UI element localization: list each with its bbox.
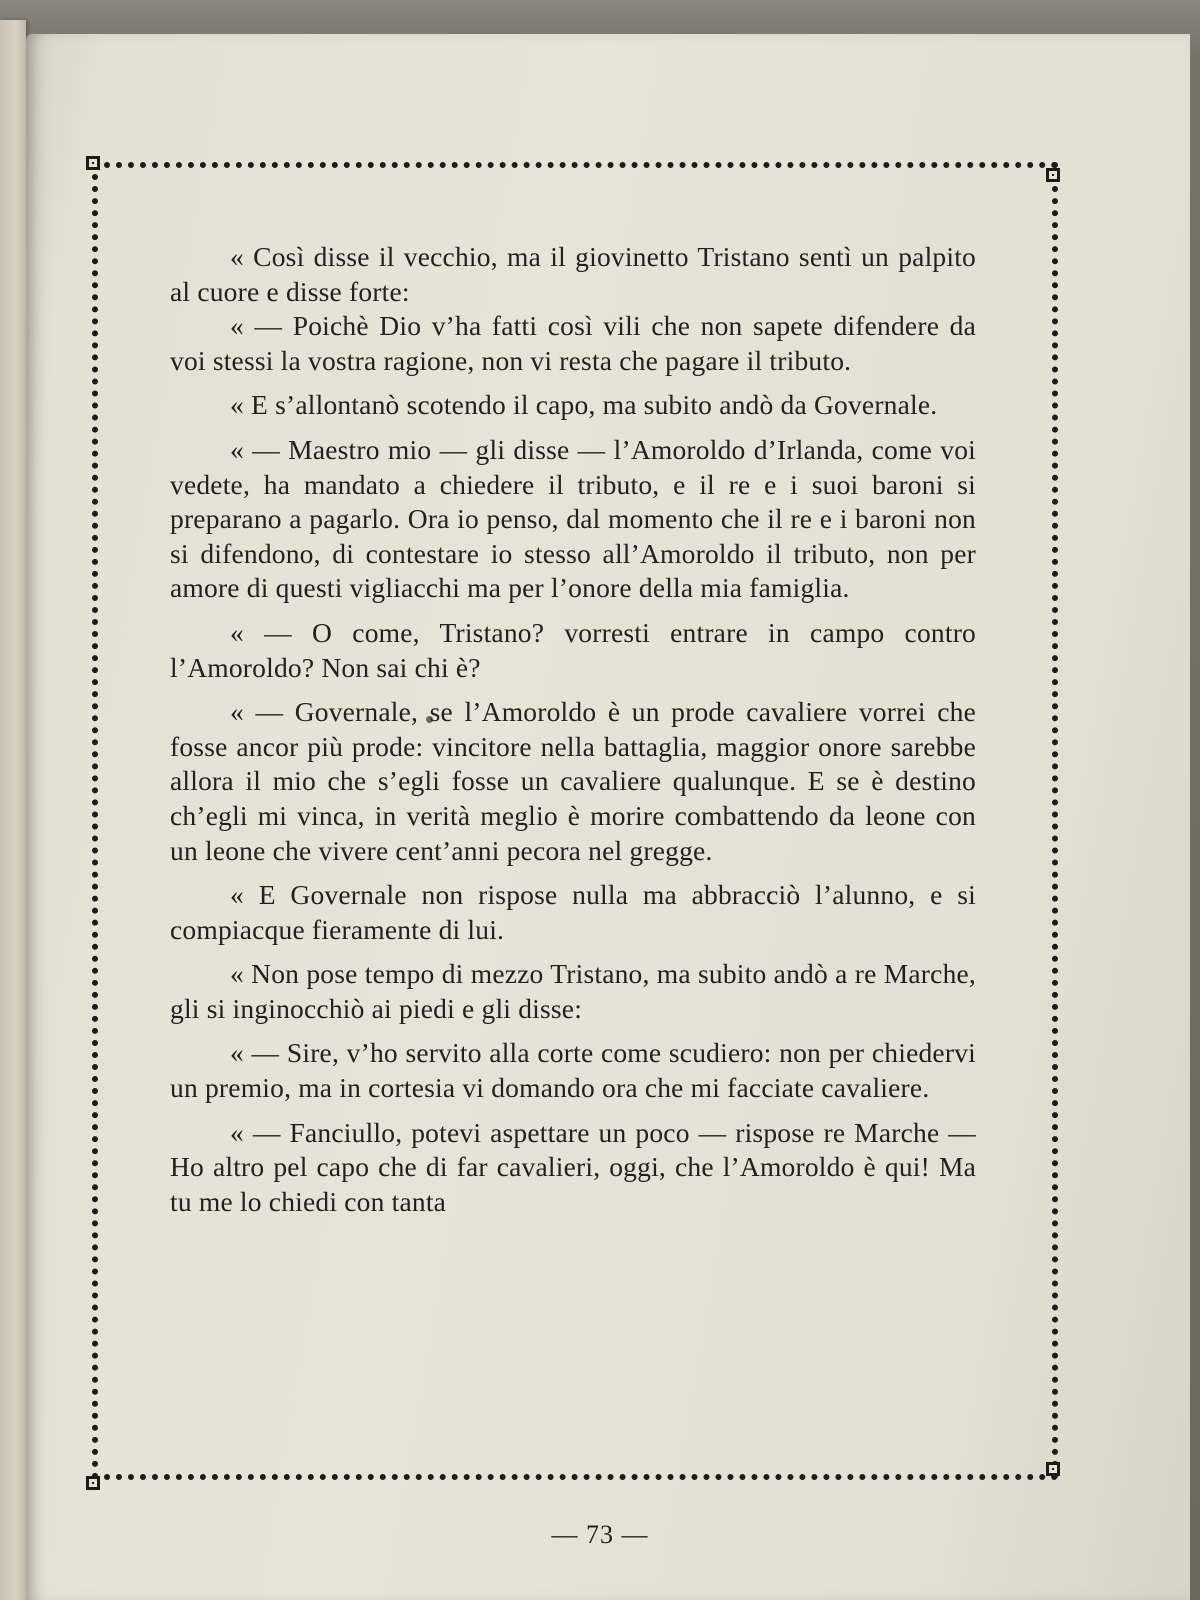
border-corner-ornament-bottom-right — [1046, 1462, 1060, 1476]
paragraph: « — Governale, se l’Amoroldo è un prode cavaliere vorrei che fosse ancor più prode: vincitore nella battaglia, maggior onore sarebbe allora il mio che s’egli fosse un cavaliere qualunque. E se è destino ch’egli mi vinca, in verità meglio è morire combattendo da leone con un leone che vivere cent’anni pecora nel gregge. — [170, 696, 976, 866]
paragraph: « Così disse il vecchio, ma il giovinetto Tristano sentì un palpito al cuore e disse forte: — [170, 241, 976, 307]
paragraph: « — Maestro mio — gli disse — l’Amoroldo d’Irlanda, come voi vedete, ha mandato a chiedere il tributo, e il re e i suoi baroni si preparano a pagarlo. Ora io penso, dal momento che il re e i baroni non si difendono, di contestare io stesso all’Amoroldo il tributo, non per amore di questi vigliacchi ma per l’onore della mia famiglia. — [170, 433, 976, 604]
paragraph: « — Sire, v’ho servito alla corte come scudiero: non per chiedervi un premio, ma in cortesia vi domando ora che mi facciate cavaliere. — [170, 1037, 976, 1104]
border-corner-ornament-top-right — [1046, 168, 1060, 182]
paragraph: « E s’allontanò scotendo il capo, ma subito andò da Governale. — [230, 389, 938, 421]
paragraph: « — Fanciullo, potevi aspettare un poco — rispose re Marche — Ho altro pel capo che di far cavalieri, oggi, che l’Amoroldo è qui! Ma tu me lo chiedi con tanta — [170, 1116, 976, 1217]
paragraph: « — Poichè Dio v’ha fatti così vili che non sapete difendere da voi stessi la vostra ragione, non vi resta che pagare il tributo. — [170, 310, 976, 376]
book-binding-edge — [0, 20, 26, 1600]
border-corner-ornament-top-left — [86, 156, 100, 170]
page-text — [170, 240, 976, 1219]
page-number: — 73 — — [551, 1520, 649, 1549]
paragraph: « — O come, Tristano? vorresti entrare in campo contro l’Amoroldo? Non sai chi è? — [170, 616, 976, 683]
paragraph: « Non pose tempo di mezzo Tristano, ma subito andò a re Marche, gli si inginocchiò ai piedi e gli disse: — [170, 958, 976, 1024]
paragraph: « E Governale non rispose nulla ma abbracciò l’alunno, e si compiacque fieramente di lui. — [170, 879, 976, 945]
border-corner-ornament-bottom-left — [86, 1476, 100, 1490]
